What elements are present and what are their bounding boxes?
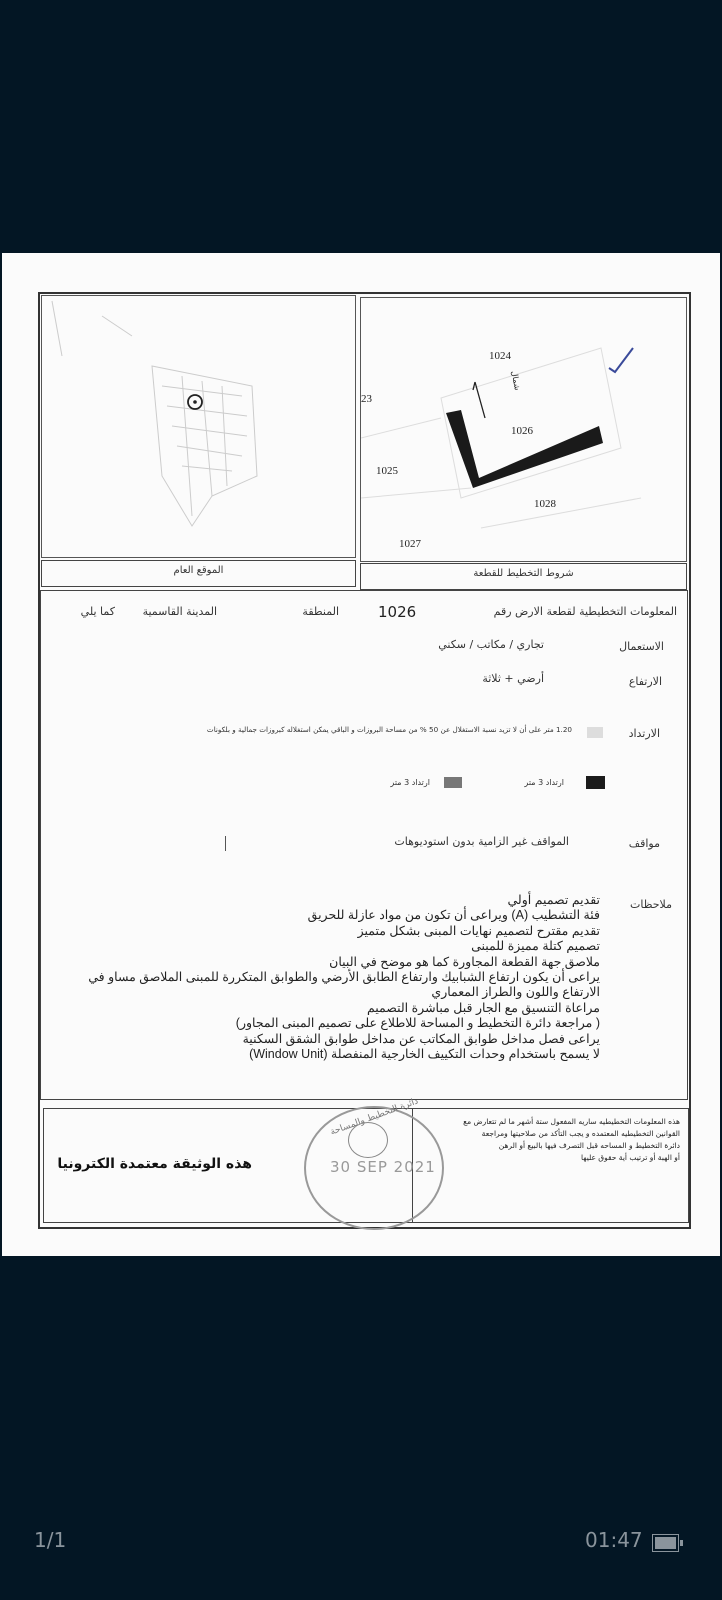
height-value: أرضي + ثلاثة [482, 672, 544, 685]
setback-dark-swatch [586, 776, 605, 789]
note-item: يراعى فصل مداخل طوابق المكاتب عن مداخل طوابق الشقق السكنية [242, 1031, 600, 1046]
official-stamp [304, 1096, 444, 1230]
viewer-status-bar [0, 1520, 722, 1560]
zone-value: المدينة القاسمية [142, 605, 217, 618]
setback-dark-text: ارتداد 3 متر [524, 778, 564, 787]
disclaimer-line: دائرة التخطيط و المساحه قبل التصرف فيها بالبيع أو الرهن [498, 1141, 680, 1150]
plot-label-1027: 1027 [399, 538, 421, 550]
stamp-date: 30 SEP 2021 [330, 1158, 436, 1176]
map-caption-box [41, 560, 356, 587]
text-cursor-mark [225, 836, 226, 851]
plot-label-1023: 23 [361, 393, 372, 405]
note-item: يراعى أن يكون ارتفاع الشبابيك وارتفاع الطابق الأرضي والطوابق المتكررة للمبنى الملاصق مساو في [88, 970, 600, 985]
parking-value: المواقف غير الزامية بدون استوديوهات [394, 835, 569, 848]
plot-label-1024: 1024 [489, 350, 511, 362]
electronically-certified-text: هذه الوثيقة معتمدة الكترونيا [57, 1156, 252, 1172]
note-item: تقديم مقترح لتصميم نهايات المبنى بشكل متميز [357, 923, 600, 938]
as-follows-text: كما يلي [80, 605, 115, 618]
battery-tip [680, 1540, 683, 1546]
setback-grey-text: ارتداد 3 متر [390, 778, 430, 787]
notes-label: ملاحظات [630, 898, 672, 911]
setback-label: الارتداد [628, 727, 660, 740]
note-item: لا يسمح باستخدام وحدات التكييف الخارجية المنفصلة (Window Unit) [249, 1047, 600, 1062]
info-title: المعلومات التخطيطية لقطعة الارض رقم [493, 605, 677, 618]
setback-wall-mark [446, 410, 603, 488]
usage-value: تجاري / مكاتب / سكني [438, 638, 544, 651]
stamp-text: دائرة التخطيط والمساحة [329, 1096, 420, 1138]
general-location-map [41, 295, 356, 558]
setback-light-swatch [587, 727, 603, 738]
battery-icon [652, 1534, 679, 1552]
disclaimer-line: هذه المعلومات التخطيطيه ساريه المفعول ستة أشهر ما لم تتعارض مع [463, 1117, 680, 1126]
map-sketch [42, 296, 357, 559]
setback-value: 1.20 متر على أن لا تزيد نسبة الاستغلال عن 50 % من مساحة البروزات و الباقي يمكن استغلاله كبروزات جمالية و بلكونات [206, 725, 572, 734]
plot-label-1028: 1028 [534, 498, 556, 510]
plot-number: 1026 [378, 603, 417, 621]
plot-label-1026: 1026 [511, 425, 533, 437]
note-item: الارتفاع واللون والطراز المعماري [431, 985, 600, 1000]
north-label: شمال [509, 370, 522, 391]
note-item: ( مراجعة دائرة التخطيط و المساحة للاطلاع على تصميم المبنى المجاور) [235, 1016, 600, 1031]
note-item: ملاصق جهة القطعة المجاورة كما هو موضح في البيان [329, 954, 600, 969]
note-item: فئة التشطيب (A) ويراعى أن تكون من مواد عازلة للحريق [307, 908, 600, 923]
checkmark-icon [609, 348, 633, 372]
zone-label: المنطقة [302, 605, 339, 618]
setback-grey-swatch [444, 777, 462, 788]
note-item: مراعاة التنسيق مع الجار قبل مباشرة التصميم [366, 1000, 600, 1015]
map-caption: الموقع العام [173, 565, 224, 576]
plan-caption-box [360, 563, 687, 590]
validity-disclaimer [463, 1116, 680, 1164]
note-item: تصميم كتلة مميزة للمبنى [471, 939, 600, 954]
disclaimer-line: القوانين التخطيطيه المعتمده و يجب التأكد من صلاحيتها ومراجعة [481, 1129, 680, 1138]
plot-label-1025: 1025 [376, 465, 398, 477]
parking-label: مواقف [628, 837, 660, 850]
page-counter: 1/1 [34, 1528, 67, 1552]
note-item: تقديم تصميم أولي [507, 893, 600, 907]
disclaimer-line: أو الهبة أو ترتيب أية حقوق عليها [580, 1153, 680, 1162]
notes-list [88, 893, 600, 1062]
plot-plan [360, 297, 687, 562]
height-label: الارتفاع [628, 675, 662, 688]
plan-caption: شروط التخطيط للقطعة [473, 568, 574, 579]
usage-label: الاستعمال [619, 640, 664, 653]
clock-time: 01:47 [585, 1528, 643, 1552]
